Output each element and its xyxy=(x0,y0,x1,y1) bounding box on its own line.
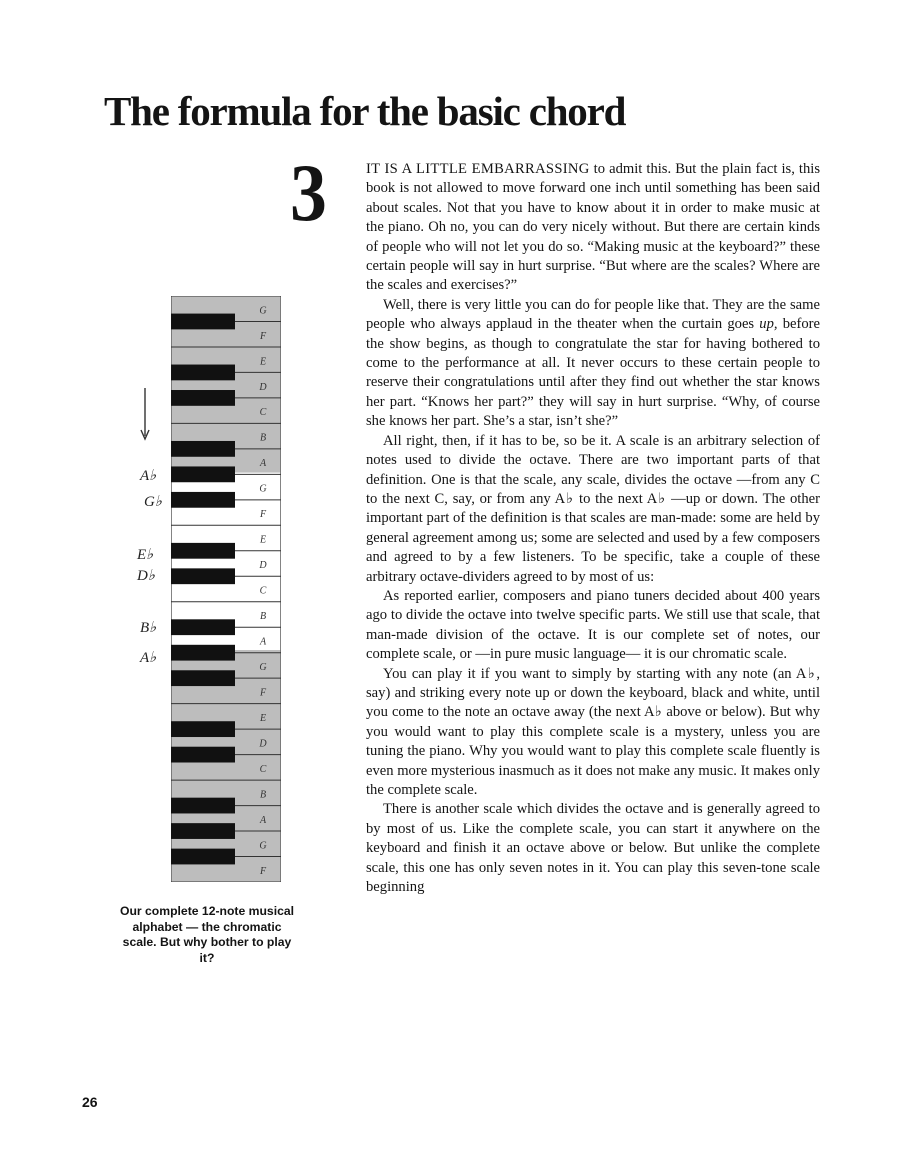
key-letter: F xyxy=(259,687,267,699)
key-letter: G xyxy=(259,840,267,852)
key-letter: E xyxy=(259,534,267,546)
key-letter: A xyxy=(259,814,267,826)
figure-caption: Our complete 12-note musical alphabet — the chromatic scale. But why bother to play it? xyxy=(119,904,295,965)
side-label-b-flat: B♭ xyxy=(140,620,157,636)
paragraph-2-text-b: before the show begins, as though to congratulate the star for having bothered to come to the performance at all. It never occurs to these certain people to reserve their congratulations until after they find out whether the star knows her part. “Knows her part?” they will say in hurt surprise. “Why, of course she knows her part. She’s a star, isn’t she?” xyxy=(366,316,820,430)
body-text xyxy=(366,160,820,897)
key-letter: E xyxy=(259,712,267,724)
chapter-number: 3 xyxy=(290,147,327,238)
paragraph-2 xyxy=(366,296,820,432)
paragraph-1 xyxy=(366,160,820,296)
key-letter: C xyxy=(259,585,267,597)
side-label-e-flat: E♭ xyxy=(137,547,154,563)
down-arrow-icon xyxy=(138,386,152,442)
black-key xyxy=(171,543,235,559)
key-letter: F xyxy=(259,330,267,342)
black-key xyxy=(171,441,235,457)
key-letter: D xyxy=(259,738,267,750)
key-letter: B xyxy=(259,611,267,623)
key-letter: F xyxy=(259,509,267,521)
black-key xyxy=(171,645,235,661)
key-letter: C xyxy=(259,407,267,419)
black-key xyxy=(171,568,235,584)
black-key xyxy=(171,798,235,814)
key-letter: A xyxy=(259,458,267,470)
keyboard-illustration xyxy=(171,296,281,882)
black-key xyxy=(171,823,235,839)
paragraph-5: You can play it if you want to simply by starting with any note (an A♭, say) and striking every note up or down the keyboard, black and white, until you come to the note an octave away (the next A♭ above or below). But why you would want to play this complete scale is a mystery, unless you are tuning the piano. Why you would want to play this complete scale fluently is even more mysterious inasmuch as it does not make any music. It makes only the complete scale. xyxy=(366,665,820,798)
page-number: 26 xyxy=(82,1094,98,1110)
black-key xyxy=(171,314,235,330)
key-letter: B xyxy=(259,789,267,801)
key-letter: B xyxy=(259,432,267,444)
key-letter: D xyxy=(259,381,267,393)
paragraph-1-lead: IT IS A LITTLE EMBARRASSING xyxy=(366,161,590,177)
key-letter: G xyxy=(259,305,267,317)
black-key xyxy=(171,849,235,865)
side-label-a-flat-1: A♭ xyxy=(140,468,157,484)
paragraph-3: All right, then, if it has to be, so be it. A scale is an arbitrary selection of notes used to divide the octave. There are two important parts of that definition. One is that the scale, any scale, divides the octave —from any C to the next C, say, or from any A♭ to the next A♭ —up or down. The other important part of the definition is that scales are man-made: some are held by general agreement among us; some are selected and used by a few composers and agreed to by a few listeners. To be specific, take a couple of these arbitrary octave-dividers agreed to by most of us: xyxy=(366,432,820,585)
key-letter: C xyxy=(259,763,267,775)
black-key xyxy=(171,365,235,381)
side-label-g-flat: G♭ xyxy=(144,494,162,510)
paragraph-6: There is another scale which divides the octave and is generally agreed to by most of us. Like the complete scale, you can start it anywhere on the keyboard and finish it an octave above or below. But unlike the complete scale, this one has only seven notes in it. You can play this seven-tone scale beginning xyxy=(366,801,820,896)
paragraph-1-text: to admit this. But the plain fact is, this book is not allowed to move forward one inch until something has been said about scales. Not that you have to know about it in order to make music at the piano. Oh no, you can do very nicely without. But there are certain kinds of people who will not let you do so. “Making music at the keyboard?” these certain people will say in hurt surprise. “But where are the scales? Where are the scales and exercises?” xyxy=(366,161,821,294)
black-key xyxy=(171,466,235,482)
key-letter: G xyxy=(259,662,267,674)
page-title: The formula for the basic chord xyxy=(104,88,626,134)
paragraph-4: As reported earlier, composers and piano tuners decided about 400 years ago to divide the octave into twelve specific parts. We still use that scale, that man-made division of the octave. It is our complete set of notes, our complete scale, or —in pure music language— it is our chromatic scale. xyxy=(366,587,820,663)
key-letter: A xyxy=(259,636,267,648)
black-key xyxy=(171,670,235,686)
key-letter: E xyxy=(259,356,267,368)
key-letter: F xyxy=(259,865,267,877)
paragraph-2-text-a: Well, there is very little you can do for people like that. They are the same people who always applaud in the theater when the curtain goes xyxy=(366,296,820,333)
black-key xyxy=(171,747,235,763)
black-key xyxy=(171,619,235,635)
black-key xyxy=(171,492,235,508)
key-letter: G xyxy=(259,483,267,495)
side-label-d-flat: D♭ xyxy=(137,568,155,584)
key-letter: D xyxy=(259,560,267,572)
black-key xyxy=(171,390,235,406)
paragraph-2-emphasis: up, xyxy=(759,316,778,333)
black-key xyxy=(171,721,235,737)
side-label-a-flat-2: A♭ xyxy=(140,650,157,666)
